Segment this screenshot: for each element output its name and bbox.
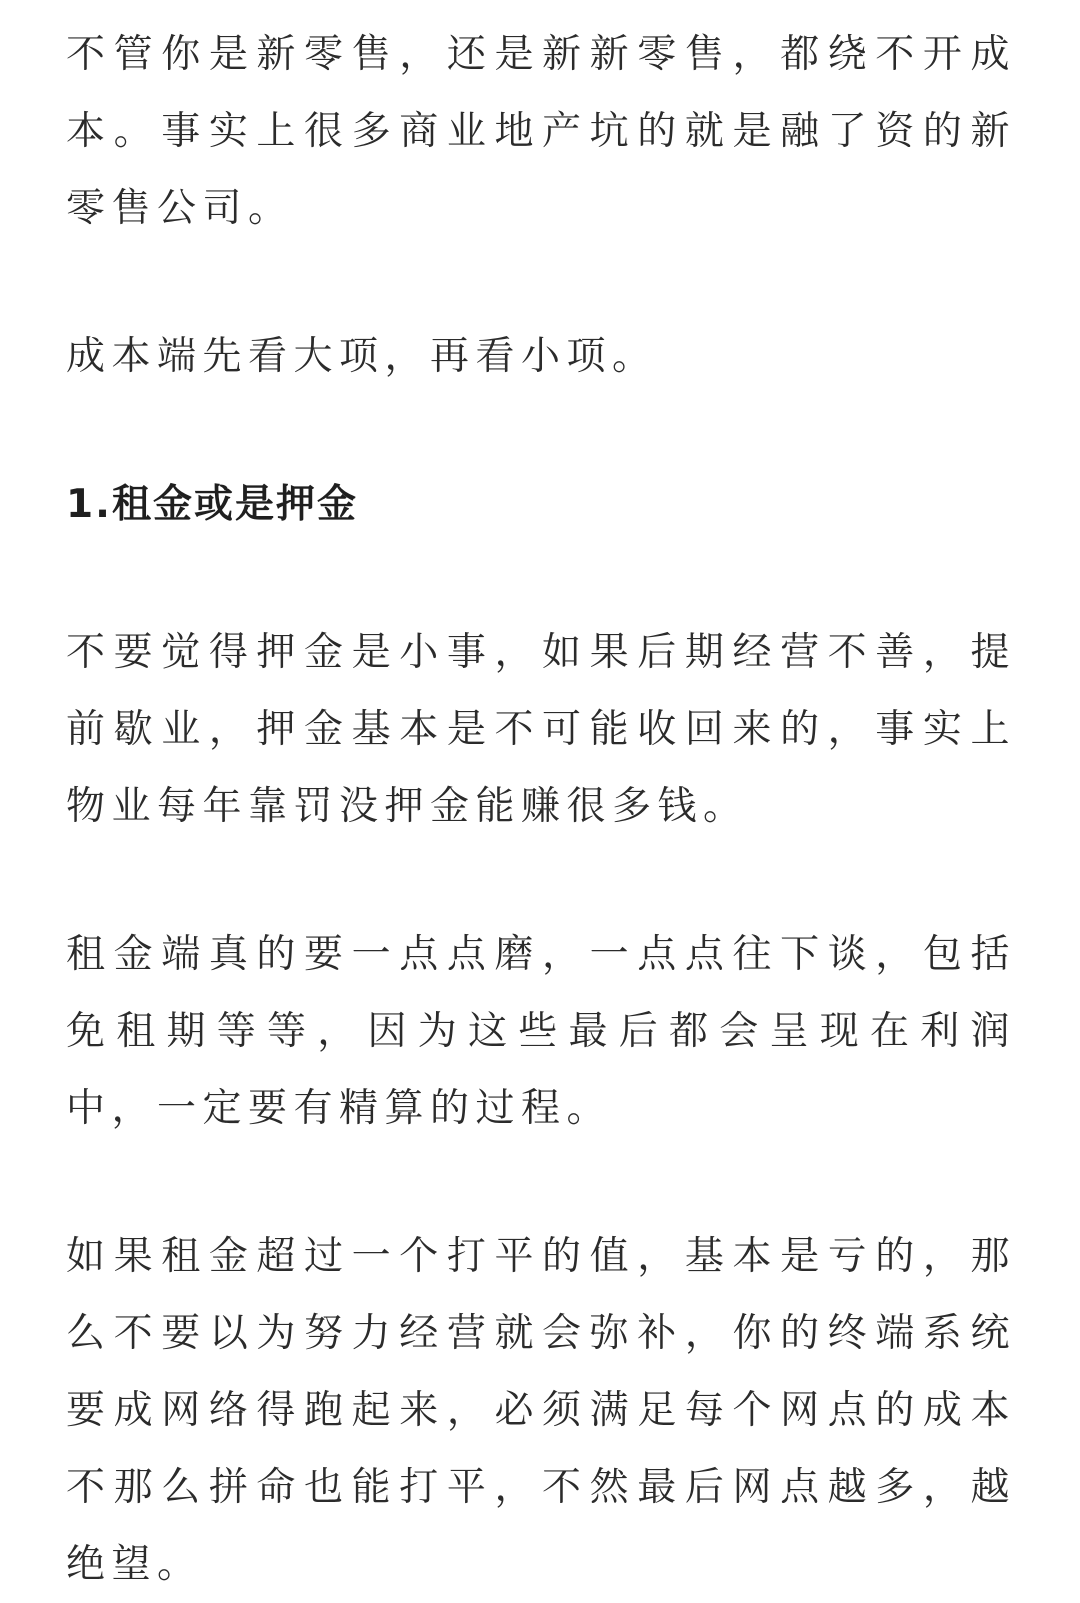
article-body [66,16,1016,1603]
paragraph-rent-negotiation: 租金端真的要一点点磨，一点点往下谈，包括免租期等等，因为这些最后都会呈现在利润中，一定要有精算的过程。 [66,932,1016,1131]
paragraph-gap [66,395,1016,466]
paragraph-gap [66,543,1016,614]
paragraph-break-even: 如果租金超过一个打平的值，基本是亏的，那么不要以为努力经营就会弥补，你的终端系统要成网络得跑起来，必须满足每个网点的成本不那么拼命也能打平，不然最后网点越多，越绝望。 [66,1234,1016,1587]
paragraph-deposit: 不要觉得押金是小事，如果后期经营不善，提前歇业，押金基本是不可能收回来的，事实上物业每年靠罚没押金能赚很多钱。 [66,630,1016,829]
paragraph-gap [66,1147,1016,1218]
paragraph-cost-overview: 成本端先看大项，再看小项。 [66,334,658,379]
paragraph-gap [66,845,1016,916]
paragraph-intro: 不管你是新零售，还是新新零售，都绕不开成本。事实上很多商业地产坑的就是融了资的新零售公司。 [66,32,1016,231]
paragraph-gap [66,247,1016,318]
section-heading-rent-deposit: 1.租金或是押金 [66,482,358,527]
